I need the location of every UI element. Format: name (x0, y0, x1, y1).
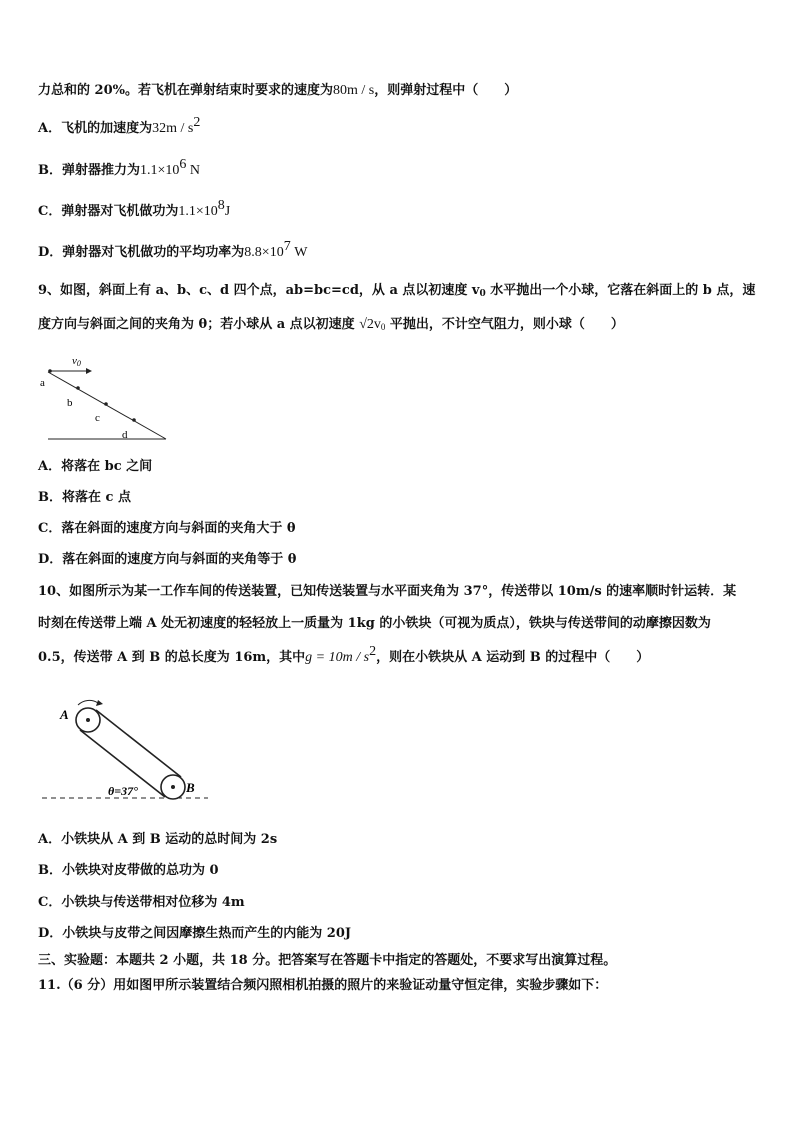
option-math: 8.8×10 (244, 245, 284, 260)
option-math: 1.1×10 (178, 204, 218, 219)
q8-option-d (38, 239, 308, 262)
q9-option-d (38, 551, 296, 569)
option-unit: W (290, 245, 308, 260)
q9-option-a (38, 458, 152, 476)
option-text: 弹射器对飞机做功为 (61, 204, 179, 219)
option-letter: A． (38, 121, 62, 136)
option-math: 1.1×10 (140, 163, 180, 178)
sqrt-expression: √2v (359, 317, 381, 332)
q9-text: 9、如图，斜面上有 a、b、c、d 四个点，ab=bc=cd，从 a 点以初速度 v (38, 283, 480, 298)
q9-sub: 0 (380, 322, 386, 332)
q9-sub: 0 (479, 289, 486, 299)
option-sup: 6 (179, 157, 187, 172)
option-sup: 8 (217, 198, 225, 213)
q8-option-b (38, 157, 201, 180)
q9-text: 水平抛出一个小球，它落在斜面上的 b 点，速 (485, 283, 756, 298)
point-b-label: b (67, 397, 73, 409)
q9-stem-line1 (38, 282, 755, 300)
option-letter: C． (38, 521, 62, 536)
option-letter: A． (38, 459, 62, 474)
point-B-label: B (186, 780, 195, 795)
q8-option-a (38, 115, 201, 138)
angle-label: θ=37° (108, 784, 138, 798)
option-sup: 2 (193, 115, 201, 130)
option-text: 弹射器对飞机做功的平均功率为 (62, 245, 245, 260)
q10-conveyor-figure (40, 695, 210, 805)
q8-stem-line (38, 82, 517, 100)
option-unit: N (186, 163, 201, 178)
option-math: 32m / s (152, 121, 194, 136)
option-text: 将落在 c 点 (62, 490, 131, 505)
q10-stem-line3 (38, 644, 650, 667)
section-3-heading: 三、实验题：本题共 2 小题，共 18 分。把答案写在答题卡中指定的答题处，不要求写出演算过程。 (38, 953, 617, 968)
q10-text: 0.5，传送带 A 到 B 的总长度为 16m，其中 (38, 650, 306, 665)
q8-stem-speed: 80m / s (332, 83, 375, 98)
option-unit: J (224, 204, 231, 219)
option-text: 将落在 bc 之间 (61, 459, 153, 474)
option-text: 小铁块对皮带做的总功为 0 (62, 863, 219, 878)
q10-stem-line2: 时刻在传送带上端 A 处无初速度的轻轻放上一质量为 1kg 的小铁块（可视为质点），铁块与传送带间的动摩擦因数为 (38, 616, 711, 631)
q10-sup: 2 (369, 644, 377, 659)
option-letter: C． (38, 895, 62, 910)
q9-text: 度方向与斜面之间的夹角为 θ；若小球从 a 点以初速度 (38, 317, 355, 332)
option-letter: D． (38, 552, 63, 567)
v0-label: v0 (72, 355, 81, 368)
point-c-label: c (95, 412, 100, 424)
option-letter: B． (38, 490, 62, 505)
option-text: 落在斜面的速度方向与斜面的夹角大于 θ (61, 521, 296, 536)
option-sup: 7 (283, 239, 291, 254)
q11-stem: 11.（6 分）用如图甲所示装置结合频闪照相机拍摄的照片的来验证动量守恒定律，实验步骤如下： (38, 978, 608, 993)
q8-stem-text-a: 力总和的 20%。若飞机在弹射结束时要求的速度为 (38, 83, 333, 98)
option-letter: B． (38, 163, 62, 178)
q10-option-b (38, 862, 219, 880)
q9-sqrt-velocity (359, 317, 385, 332)
option-text: 弹射器推力为 (62, 163, 141, 178)
q9-text: 平抛出，不计空气阻力，则小球（ ） (385, 317, 624, 332)
q10-gravity: g = 10m / s (305, 650, 370, 665)
q10-option-a (38, 831, 277, 849)
point-a-label: a (40, 377, 45, 389)
option-letter: B． (38, 863, 62, 878)
q8-stem-text-b: ，则弹射过程中（ ） (374, 83, 518, 98)
q9-stem-line2 (38, 316, 624, 334)
q8-option-c (38, 198, 231, 221)
q10-stem-line1: 10、如图所示为某一工作车间的传送装置，已知传送装置与水平面夹角为 37°，传送带以 10m/s 的速率顺时针运转．某 (38, 584, 737, 599)
option-text: 落在斜面的速度方向与斜面的夹角等于 θ (62, 552, 297, 567)
option-letter: D． (38, 926, 63, 941)
option-text: 小铁块从 A 到 B 运动的总时间为 2s (61, 832, 278, 847)
option-letter: A． (38, 832, 62, 847)
option-text: 小铁块与皮带之间因摩擦生热而产生的内能为 20J (62, 926, 352, 941)
q10-option-d (38, 925, 351, 943)
q9-option-c (38, 520, 296, 538)
option-letter: C． (38, 204, 62, 219)
option-text: 飞机的加速度为 (61, 121, 153, 136)
option-text: 小铁块与传送带相对位移为 4m (61, 895, 245, 910)
point-A-label: A (60, 707, 69, 722)
q9-slope-figure (36, 350, 171, 445)
q9-option-b (38, 489, 131, 507)
q10-text: ，则在小铁块从 A 运动到 B 的过程中（ ） (376, 650, 650, 665)
option-letter: D． (38, 245, 63, 260)
point-d-label: d (122, 429, 128, 441)
q10-option-c (38, 894, 245, 912)
